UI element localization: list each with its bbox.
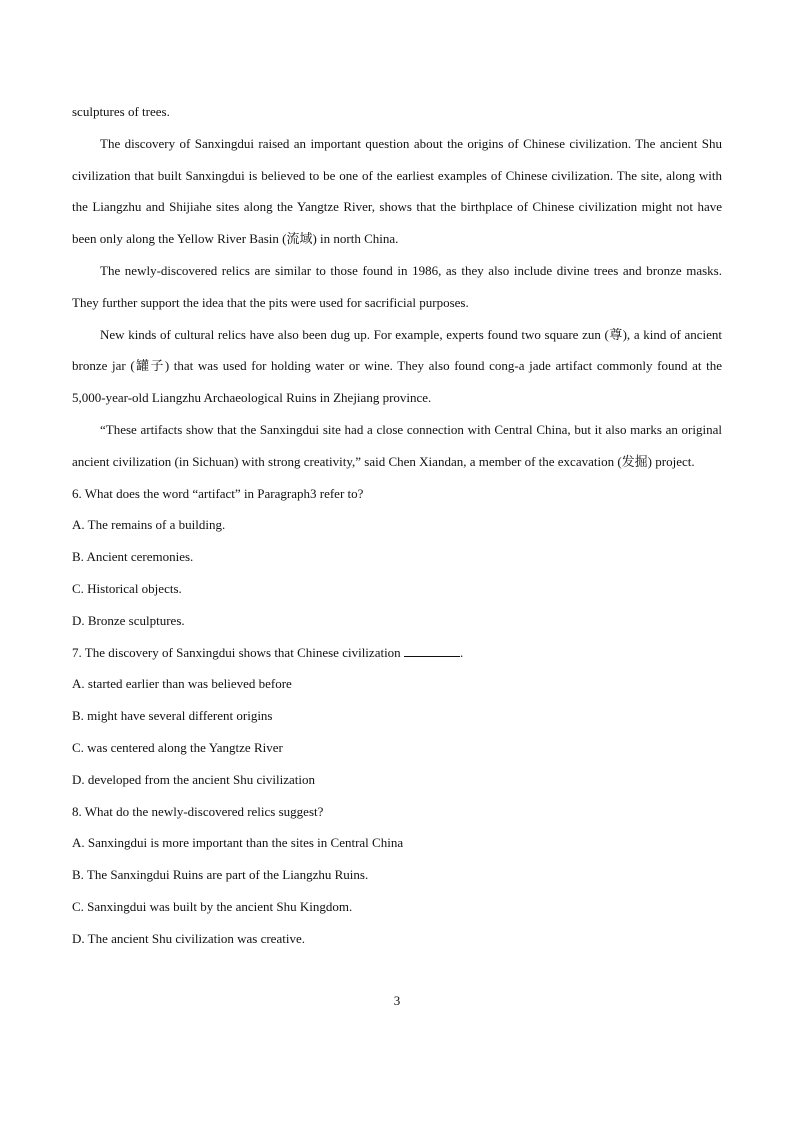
question-option: D. Bronze sculptures. — [72, 612, 185, 628]
question-option: D. developed from the ancient Shu civilization — [72, 771, 315, 787]
question-6 — [72, 478, 722, 637]
document-page — [72, 96, 722, 955]
question-stem-text: 7. The discovery of Sanxingdui shows that Chinese civilization — [72, 644, 404, 660]
question-option: B. The Sanxingdui Ruins are part of the Liangzhu Ruins. — [72, 867, 369, 883]
passage-continuation: sculptures of trees. — [72, 104, 170, 119]
question-option: A. Sanxingdui is more important than the sites in Central China — [72, 835, 404, 851]
question-stem: 6. What does the word “artifact” in Paragraph3 refer to? — [72, 485, 364, 501]
passage-paragraph-3: New kinds of cultural relics have also been dug up. For example, experts found two square zun (尊), a kind of ancient bronze jar (罐子) that was used for holding water or wine. They also found cong-a jade artifact commonly found at the 5,000-year-old Liangzhu Archaeological Ruins in Zhejiang province. — [72, 326, 722, 406]
question-option: A. The remains of a building. — [72, 517, 226, 533]
question-option: C. was centered along the Yangtze River — [72, 739, 283, 755]
page-number: 3 — [393, 993, 401, 1008]
passage-paragraph-1: The discovery of Sanxingdui raised an important question about the origins of Chinese civilization. The ancient Shu civilization that built Sanxingdui is believed to be one of the earliest examples of Chinese civilization. The site, along with the Liangzhu and Shijiahe sites along the Yangtze River, shows that the birthplace of Chinese civilization might not have been only along the Yellow River Basin (流域) in north China. — [72, 135, 722, 247]
question-option: C. Historical objects. — [72, 580, 182, 596]
question-8 — [72, 796, 722, 955]
question-stem: 8. What do the newly-discovered relics suggest? — [72, 803, 324, 819]
passage-paragraph-4: “These artifacts show that the Sanxingdui site had a close connection with Central China, but it also marks an original ancient civilization (in Sichuan) with strong creativity,” said Chen Xiandan, a member of the excavation (发掘) project. — [72, 421, 722, 469]
question-option: D. The ancient Shu civilization was creative. — [72, 930, 305, 946]
question-stem — [72, 637, 722, 669]
answer-blank — [404, 644, 460, 657]
question-7 — [72, 637, 722, 796]
passage-paragraph-2: The newly-discovered relics are similar to those found in 1986, as they also include divine trees and bronze masks. They further support the idea that the pits were used for sacrificial purposes. — [72, 262, 722, 310]
question-option: B. Ancient ceremonies. — [72, 549, 194, 565]
question-stem-end: . — [459, 644, 464, 660]
question-option: B. might have several different origins — [72, 708, 273, 724]
question-option: C. Sanxingdui was built by the ancient Shu Kingdom. — [72, 898, 353, 914]
question-option: A. started earlier than was believed before — [72, 676, 292, 692]
